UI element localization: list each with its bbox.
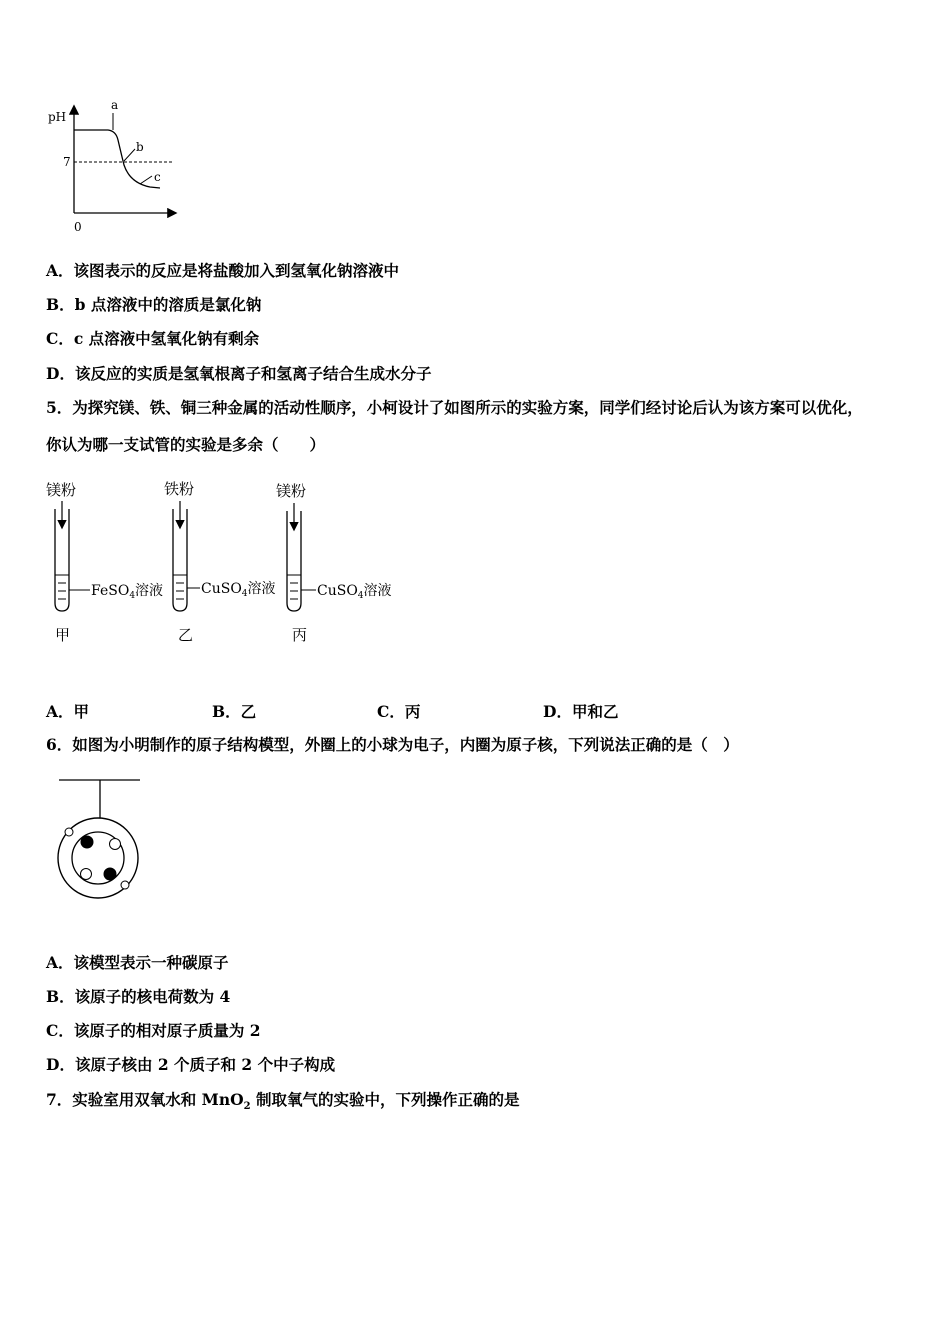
ph-chart bbox=[40, 95, 190, 240]
test-tube-bing bbox=[276, 482, 392, 644]
point-label-a: a bbox=[111, 98, 119, 112]
origin-label: 0 bbox=[74, 220, 82, 234]
nucleus-particle-filled bbox=[104, 868, 116, 880]
tube-jia-reagent: 镁粉 bbox=[46, 481, 77, 499]
nucleus-particle-hollow bbox=[81, 869, 92, 880]
q5-option-d: D．甲和乙 bbox=[543, 702, 619, 721]
q5-stem-line2: 你认为哪一支试管的实验是多余（ ） bbox=[46, 435, 326, 454]
q6-option-c: C．该原子的相对原子质量为 2 bbox=[46, 1021, 261, 1040]
tube-jia-name: 甲 bbox=[55, 626, 71, 644]
test-tube-yi bbox=[164, 480, 276, 644]
point-b-leader bbox=[124, 149, 135, 161]
q5-option-b: B．乙 bbox=[212, 702, 257, 721]
tube-jia-solution: FeSO$_4$溶液 bbox=[91, 583, 164, 601]
nucleus-particle-filled bbox=[81, 836, 93, 848]
test-tube-jia bbox=[46, 481, 163, 644]
point-c-leader bbox=[140, 176, 152, 184]
test-tubes-diagram bbox=[40, 475, 410, 650]
electron-ball bbox=[65, 828, 73, 836]
nucleus-particle-hollow bbox=[110, 839, 121, 850]
q5-option-a: A．甲 bbox=[46, 702, 90, 721]
tube-bing-solution: CuSO$_4$溶液 bbox=[317, 583, 392, 601]
q6-stem: 6．如图为小明制作的原子结构模型，外圈上的小球为电子，内圈为原子核，下列说法正确的是（ ） bbox=[46, 735, 739, 754]
q4-option-b: B．b 点溶液中的溶质是氯化钠 bbox=[46, 295, 262, 314]
q6-option-a: A．该模型表示一种碳原子 bbox=[46, 953, 229, 972]
q4-option-d: D．该反应的实质是氢氧根离子和氢离子结合生成水分子 bbox=[46, 364, 432, 383]
q7-stem: 7．实验室用双氧水和 MnO$_2$ 制取氧气的实验中，下列操作正确的是 bbox=[46, 1090, 520, 1113]
q6-option-b: B．该原子的核电荷数为 4 bbox=[46, 987, 231, 1006]
q5-stem-line1: 5．为探究镁、铁、铜三种金属的活动性顺序，小柯设计了如图所示的实验方案，同学们经讨论后认为该方案可以优化， bbox=[46, 398, 863, 417]
tube-yi-reagent: 铁粉 bbox=[164, 480, 195, 498]
tube-bing-name: 丙 bbox=[292, 626, 308, 644]
tube-bing-reagent: 镁粉 bbox=[276, 482, 307, 500]
q6-option-d: D．该原子核由 2 个质子和 2 个中子构成 bbox=[46, 1055, 336, 1074]
tube-yi-solution: CuSO$_4$溶液 bbox=[201, 581, 276, 599]
tube-yi-name: 乙 bbox=[178, 626, 194, 644]
point-label-c: c bbox=[154, 170, 161, 184]
point-label-b: b bbox=[136, 140, 144, 154]
electron-ball bbox=[121, 881, 129, 889]
atom-model-diagram bbox=[50, 772, 150, 907]
q4-option-c: C．c 点溶液中氢氧化钠有剩余 bbox=[46, 329, 260, 348]
q5-option-c: C．丙 bbox=[377, 702, 421, 721]
ph7-label: 7 bbox=[63, 155, 71, 169]
y-axis-label: pH bbox=[48, 110, 67, 124]
q4-option-a: A．该图表示的反应是将盐酸加入到氢氧化钠溶液中 bbox=[46, 261, 400, 280]
